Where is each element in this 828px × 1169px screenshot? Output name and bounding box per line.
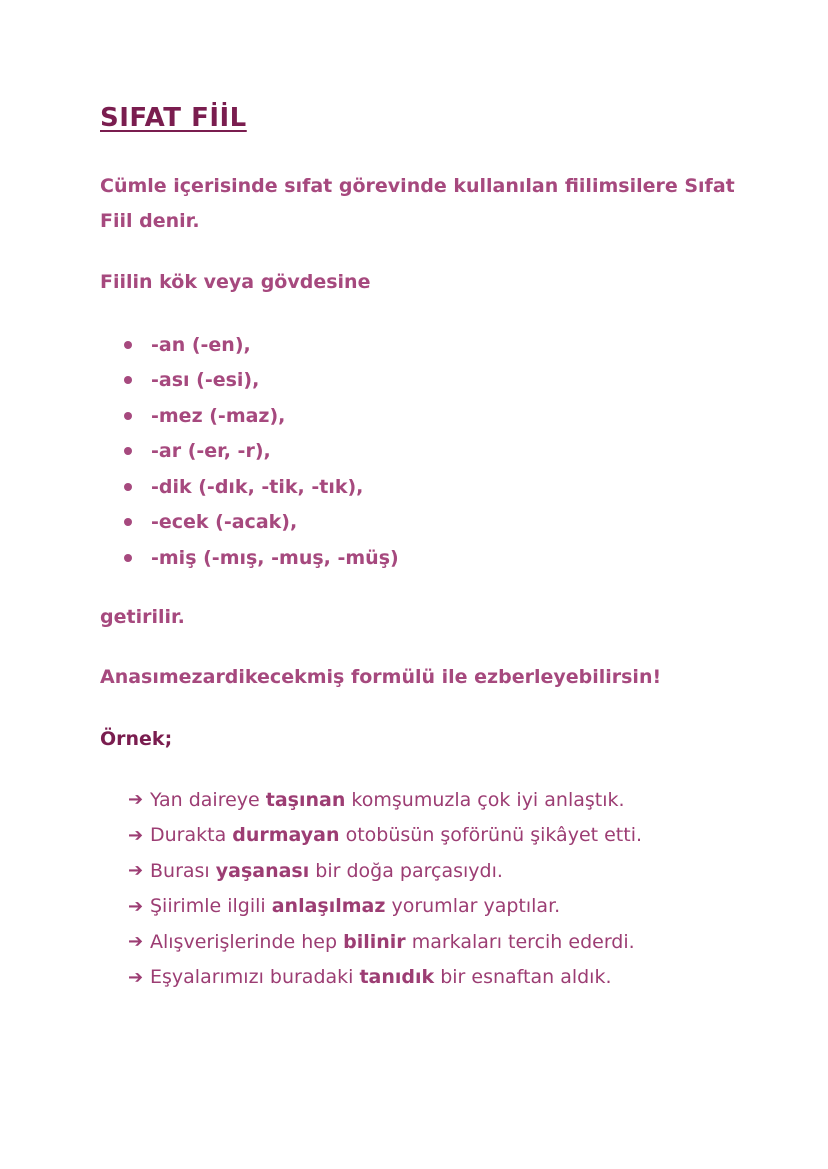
example-text: Yan daireye taşınan komşumuzla çok iyi anlaştık. [150,788,625,811]
suffix-list [124,327,399,576]
suffix-text: -an (-en), [151,333,251,356]
lead-sentence: Fiilin kök veya gövdesine [100,271,371,293]
example-heading: Örnek; [100,728,173,750]
highlighted-word: tanıdık [359,966,435,989]
example-sentence [128,853,642,889]
list-item [124,327,399,363]
page-title: SIFAT FİİL [100,103,247,133]
highlighted-word: anlaşılmaz [271,895,386,918]
bullet-icon [124,483,132,491]
right-arrow-icon: ➔ [128,966,144,988]
list-item [124,398,399,434]
example-text: Alışverişlerinde hep bilinir markaları tercih ederdi. [150,930,635,953]
highlighted-word: bilinir [343,930,406,953]
example-list [128,782,642,995]
right-arrow-icon: ➔ [128,824,144,846]
example-text: Eşyalarımızı buradaki tanıdık bir esnaftan aldık. [150,966,612,989]
example-text: Burası yaşanası bir doğa parçasıydı. [150,859,503,882]
example-sentence [128,924,642,960]
suffix-text: -ası (-esi), [151,369,260,392]
memory-tip: Anasımezardikecekmiş formülü ile ezberleyebilirsin! [100,666,662,688]
bullet-icon [124,554,132,562]
right-arrow-icon: ➔ [128,895,144,917]
suffix-text: -dik (-dık, -tik, -tık), [151,475,364,498]
list-item [124,434,399,470]
suffix-text: -ecek (-acak), [151,511,298,534]
highlighted-word: durmayan [232,824,340,847]
bullet-icon [124,341,132,349]
bullet-icon [124,447,132,455]
right-arrow-icon: ➔ [128,931,144,953]
closing-sentence: getirilir. [100,606,185,628]
bullet-icon [124,412,132,420]
example-text: Şiirimle ilgili anlaşılmaz yorumlar yaptılar. [150,895,561,918]
example-text: Durakta durmayan otobüsün şoförünü şikâyet etti. [150,824,643,847]
suffix-text: -ar (-er, -r), [151,440,271,463]
intro-paragraph: Cümle içerisinde sıfat görevinde kullanılan fiilimsilere Sıfat Fiil denir. [100,175,735,232]
suffix-text: -miş (-mış, -muş, -müş) [151,546,399,569]
example-sentence [128,889,642,925]
right-arrow-icon: ➔ [128,860,144,882]
list-item [124,363,399,399]
example-sentence [128,782,642,818]
bullet-icon [124,518,132,526]
highlighted-word: taşınan [265,788,346,811]
list-item [124,469,399,505]
example-sentence [128,818,642,854]
example-sentence [128,960,642,996]
bullet-icon [124,376,132,384]
right-arrow-icon: ➔ [128,789,144,811]
list-item [124,540,399,576]
list-item [124,505,399,541]
suffix-text: -mez (-maz), [151,404,286,427]
highlighted-word: yaşanası [215,859,310,882]
